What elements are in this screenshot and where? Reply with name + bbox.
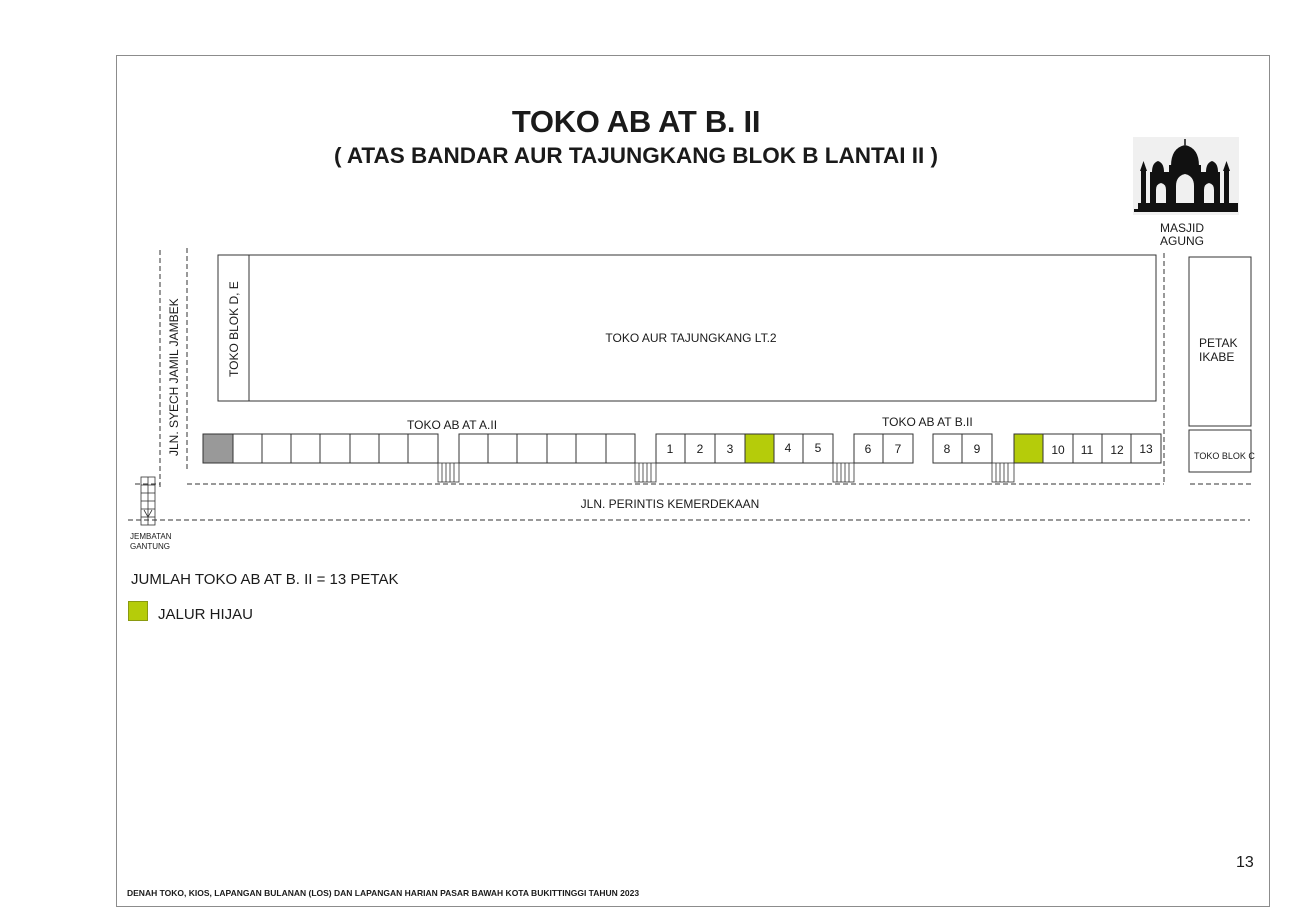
footer-caption: DENAH TOKO, KIOS, LAPANGAN BULANAN (LOS) DAN LAPANGAN HARIAN PASAR BAWAH KOTA BUKITTINGGI TAHUN 2023 bbox=[127, 888, 640, 898]
stall-a bbox=[459, 434, 488, 463]
stall-number: 9 bbox=[973, 442, 981, 456]
block-de-label: TOKO BLOK D, E bbox=[227, 281, 241, 377]
mosque-icon bbox=[1133, 137, 1239, 215]
page-title: TOKO AB AT B. II bbox=[511, 104, 761, 139]
stall-occupied bbox=[203, 434, 233, 463]
stall-a bbox=[547, 434, 576, 463]
stall-number: 2 bbox=[696, 442, 704, 456]
stall-a bbox=[350, 434, 379, 463]
stall-a bbox=[379, 434, 408, 463]
block-main-label: TOKO AUR TAJUNGKANG LT.2 bbox=[605, 331, 777, 345]
bridge-label-2: GANTUNG bbox=[130, 542, 170, 551]
row-b-stalls bbox=[656, 434, 1161, 463]
block-c-label: TOKO BLOK C bbox=[1194, 451, 1255, 461]
legend-green-swatch bbox=[128, 601, 148, 621]
stall-number: 3 bbox=[726, 442, 734, 456]
legend-label: JALUR HIJAU bbox=[158, 606, 254, 623]
landmark-label-2: AGUNG bbox=[1160, 234, 1205, 248]
petak-label-1: PETAK bbox=[1199, 336, 1238, 350]
stall-number: 1 bbox=[666, 442, 674, 456]
stall-number: 6 bbox=[864, 442, 872, 456]
landmark-label-1: MASJID bbox=[1160, 221, 1205, 235]
stall-number: 4 bbox=[784, 441, 792, 455]
stall-number: 8 bbox=[943, 442, 951, 456]
stall-number: 13 bbox=[1139, 442, 1153, 456]
stall-a bbox=[408, 434, 438, 463]
stall-a bbox=[262, 434, 291, 463]
stairs bbox=[438, 463, 1014, 482]
stall-a bbox=[576, 434, 606, 463]
stall-a bbox=[606, 434, 635, 463]
stall-a bbox=[233, 434, 262, 463]
stall-number: 10 bbox=[1051, 443, 1065, 457]
page-subtitle: ( ATAS BANDAR AUR TAJUNGKANG BLOK B LANTAI II ) bbox=[333, 143, 939, 168]
page-number: 13 bbox=[1236, 854, 1254, 871]
stall-a bbox=[320, 434, 350, 463]
block-main bbox=[249, 255, 1156, 401]
row-a-stalls bbox=[203, 434, 635, 463]
green-strip bbox=[745, 434, 774, 463]
bridge-label-1: JEMBATAN bbox=[130, 532, 172, 541]
stall-a bbox=[291, 434, 320, 463]
petak-label-2: IKABE bbox=[1199, 350, 1235, 364]
stall-a bbox=[488, 434, 517, 463]
stall-number: 12 bbox=[1110, 443, 1124, 457]
road-left-label: JLN. SYECH JAMIL JAMBEK bbox=[167, 298, 181, 456]
stall-number: 7 bbox=[894, 442, 902, 456]
green-strip bbox=[1014, 434, 1043, 463]
stall-count-summary: JUMLAH TOKO AB AT B. II = 13 PETAK bbox=[131, 571, 399, 588]
row-b-label: TOKO AB AT B.II bbox=[882, 415, 973, 429]
road-bottom-label: JLN. PERINTIS KEMERDEKAAN bbox=[580, 497, 760, 511]
stall-number: 11 bbox=[1080, 443, 1094, 457]
row-a-label: TOKO AB AT A.II bbox=[407, 418, 498, 432]
stall-a bbox=[517, 434, 547, 463]
stall-number: 5 bbox=[814, 441, 822, 455]
